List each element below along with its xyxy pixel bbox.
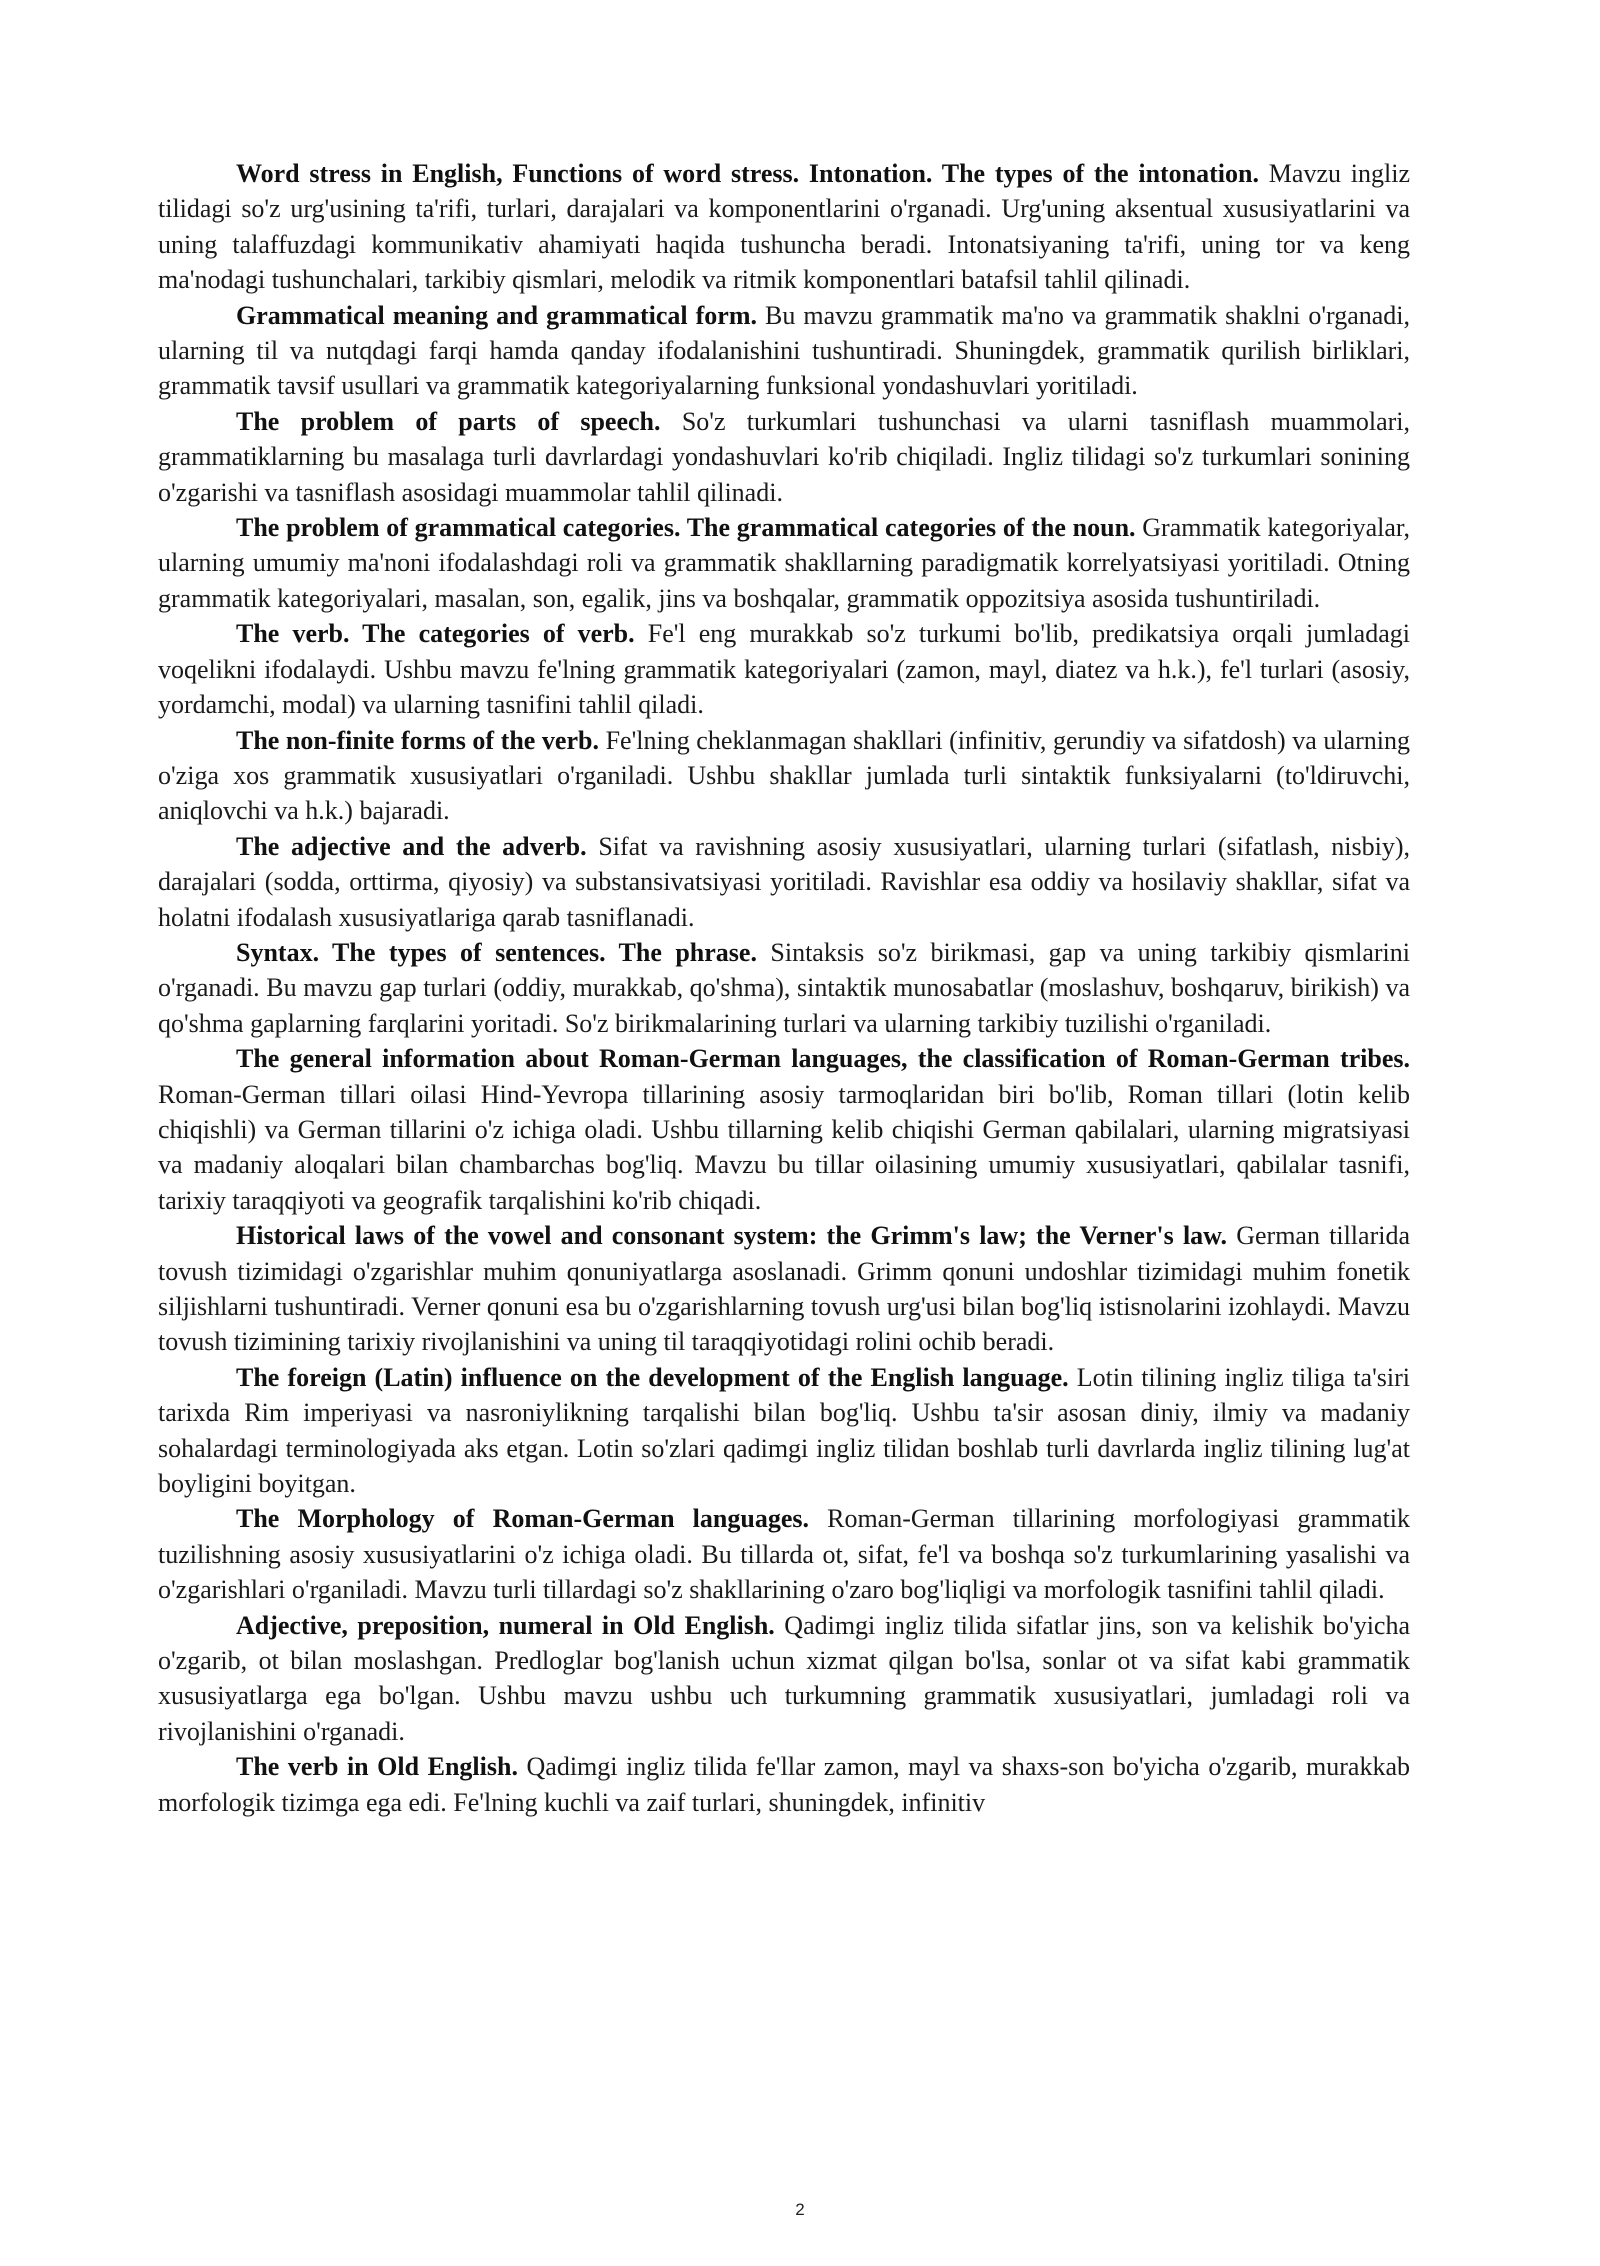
topic-title: The adjective and the adverb. bbox=[236, 831, 587, 861]
topic-description: Lotin tilining ingliz tiliga ta'siri tarixda Rim imperiyasi va nasroniylikning tarqalishi bilan bog'liq. Ushbu ta'sir asosan diniy, ilmiy va madaniy sohalardagi terminologiyada aks etgan. Lotin so'zlari qadimgi ingliz tilidan boshlab turli davrlarda ingliz tilining lug'at boyligini boyitgan. bbox=[158, 1362, 1411, 1499]
document-page bbox=[158, 156, 1410, 1820]
topic-paragraph-word-stress bbox=[158, 156, 1410, 298]
topic-description: Qadimgi ingliz tilida fe'llar zamon, mayl va shaxs-son bo'yicha o'zgarib, murakkab morfologik tizimga ega edi. Fe'lning kuchli va zaif turlari, shuningdek, infinitiv bbox=[158, 1752, 1410, 1817]
topic-paragraph-verb-categories bbox=[158, 616, 1410, 722]
topic-title: Grammatical meaning and grammatical form. bbox=[236, 300, 757, 330]
topic-paragraph-grammatical-meaning bbox=[158, 298, 1410, 404]
topic-title: The verb in Old English. bbox=[236, 1752, 518, 1782]
topic-description: Bu mavzu grammatik ma'no va grammatik shaklni o'rganadi, ularning til va nutqdagi farqi hamda qanday ifodalanishini tushuntiradi. Shuningdek, grammatik qurilish birliklari, grammatik tavsif usullari va grammatik kategoriyalarning funksional yondashuvlari yoritiladi. bbox=[158, 300, 1410, 401]
topic-description: Roman-German tillari oilasi Hind-Yevropa tillarining asosiy tarmoqlaridan biri bo'lib, Roman tillari (lotin kelib chiqishli) va German tillarini o'z ichiga oladi. Ushbu tillarning kelib chiqishi German qabilalari, ularning migratsiyasi va madaniy aloqalari bilan chambarchas bog'liq. Mavzu bu tillar oilasining umumiy xususiyatlari, qabilalar tasnifi, tarixiy taraqqiyoti va geografik tarqalishini ko'rib chiqadi. bbox=[158, 1079, 1410, 1215]
topic-description: Roman-German tillarining morfologiyasi grammatik tuzilishning asosiy xususiyatlarini o'z ichiga oladi. Bu tillarda ot, sifat, fe'l va boshqa so'z turkumlarining yasalishi va o'zgarishlari o'rganiladi. Mavzu turli tillardagi so'z shakllarining o'zaro bog'liqligi va morfologik tasnifini tahlil qiladi. bbox=[158, 1504, 1411, 1605]
topic-title: The foreign (Latin) influence on the development of the English language. bbox=[236, 1362, 1069, 1392]
topic-paragraph-syntax bbox=[158, 935, 1410, 1041]
topic-title: Syntax. The types of sentences. The phrase. bbox=[236, 937, 757, 967]
topic-paragraph-adjective-adverb bbox=[158, 829, 1410, 935]
topic-title: Historical laws of the vowel and consonant system: the Grimm's law; the Verner's law. bbox=[236, 1221, 1228, 1251]
topic-paragraph-grimm-verner-law bbox=[158, 1218, 1410, 1360]
topic-paragraph-old-english-verb bbox=[158, 1749, 1410, 1820]
topic-paragraph-old-english-adjective bbox=[158, 1608, 1410, 1750]
topic-description: So'z turkumlari tushunchasi va ularni tasniflash muammolari, grammatiklarning bu masalaga turli davrlardagi yondashuvlari ko'rib chiqiladi. Ingliz tilidagi so'z turkumlari sonining o'zgarishi va tasniflash asosidagi muammolar tahlil qilinadi. bbox=[158, 406, 1411, 507]
topic-title: The Morphology of Roman-German languages. bbox=[236, 1504, 809, 1534]
topic-paragraph-parts-of-speech bbox=[158, 404, 1410, 510]
topic-title: Word stress in English, Functions of word stress. Intonation. The types of the intonation. bbox=[236, 159, 1259, 188]
topic-paragraph-non-finite-forms bbox=[158, 723, 1410, 829]
topic-title: The general information about Roman-German languages, the classification of Roman-German tribes. bbox=[236, 1044, 1410, 1074]
topic-description: Sifat va ravishning asosiy xususiyatlari, ularning turlari (sifatlash, nisbiy), darajalari (sodda, orttirma, qiyosiy) va substansivatsiyasi yoritiladi. Ravishlar esa oddiy va hosilaviy shakllar, sifat va holatni ifodalash xususiyatlariga qarab tasniflanadi. bbox=[158, 831, 1411, 932]
topic-description: Fe'lning cheklanmagan shakllari (infinitiv, gerundiy va sifatdosh) va ularning o'ziga xos grammatik xususiyatlari o'rganiladi. Ushbu shakllar jumlada turli sintaktik funksiyalarni (to'ldiruvchi, aniqlovchi va h.k.) bajaradi. bbox=[158, 725, 1411, 826]
topic-description: Grammatik kategoriyalar, ularning umumiy ma'noni ifodalashdagi roli va grammatik shakllarning paradigmatik korrelyatsiyasi yoritiladi. Otning grammatik kategoriyalari, masalan, son, egalik, jins va boshqalar, grammatik oppozitsiya asosida tushuntiriladi. bbox=[158, 513, 1411, 613]
topic-description: German tillarida tovush tizimidagi o'zgarishlar muhim qonuniyatlarga asoslanadi. Grimm qonuni undoshlar tizimidagi muhim fonetik siljishlarni tushuntiradi. Verner qonuni esa bu o'zgarishlarning tovush urg'usi bilan bog'liq istisnolarini izohlaydi. Mavzu tovush tizimining tarixiy rivojlanishini va uning til taraqqiyotidagi rolini ochib beradi. bbox=[158, 1221, 1410, 1357]
topic-description: Sintaksis so'z birikmasi, gap va uning tarkibiy qismlarini o'rganadi. Bu mavzu gap turlari (oddiy, murakkab, qo'shma), sintaktik munosabatlar (moslashuv, boshqaruv, birikish) va qo'shma gaplarning farqlarini yoritadi. So'z birikmalarining turlari va ularning tarkibiy tuzilishi o'rganiladi. bbox=[158, 937, 1410, 1038]
topic-title: The problem of grammatical categories. The grammatical categories of the noun. bbox=[236, 513, 1136, 543]
topic-paragraph-roman-german-languages bbox=[158, 1041, 1410, 1218]
topic-paragraph-morphology bbox=[158, 1501, 1410, 1607]
topic-description: Qadimgi ingliz tilida sifatlar jins, son va kelishik bo'yicha o'zgarib, ot bilan moslashgan. Predloglar bog'lanish uchun xizmat qilgan bo'lsa, sonlar ot va sifat kabi grammatik xususiyatlarga ega bo'lgan. Ushbu mavzu ushbu uch turkumning grammatik xususiyatlari, jumladagi roli va rivojlanishini o'rganadi. bbox=[158, 1610, 1410, 1746]
topic-paragraph-grammatical-categories bbox=[158, 510, 1410, 616]
topic-description: Mavzu ingliz tilidagi so'z urg'usining ta'rifi, turlari, darajalari va komponentlarini o'rganadi. Urg'uning aksentual xususiyatlarini va uning talaffuzdagi kommunikativ ahamiyati haqida tushuncha beradi. Intonatsiyaning ta'rifi, uning tor va keng ma'nodagi tushunchalari, tarkibiy qismlari, melodik va ritmik komponentlari batafsil tahlil qilinadi. bbox=[158, 159, 1410, 295]
topic-paragraph-latin-influence bbox=[158, 1360, 1410, 1502]
page-number: 2 bbox=[795, 2200, 805, 2219]
topic-title: The problem of parts of speech. bbox=[236, 406, 661, 436]
topic-title: The verb. The categories of verb. bbox=[236, 619, 635, 649]
topic-description: Fe'l eng murakkab so'z turkumi bo'lib, predikatsiya orqali jumladagi voqelikni ifodalaydi. Ushbu mavzu fe'lning grammatik kategoriyalari (zamon, mayl, diatez va h.k.), fe'l turlari (asosiy, yordamchi, modal) va ularning tasnifini tahlil qiladi. bbox=[158, 619, 1410, 720]
topic-title: The non-finite forms of the verb. bbox=[236, 725, 599, 755]
topic-title: Adjective, preposition, numeral in Old English. bbox=[236, 1610, 775, 1640]
